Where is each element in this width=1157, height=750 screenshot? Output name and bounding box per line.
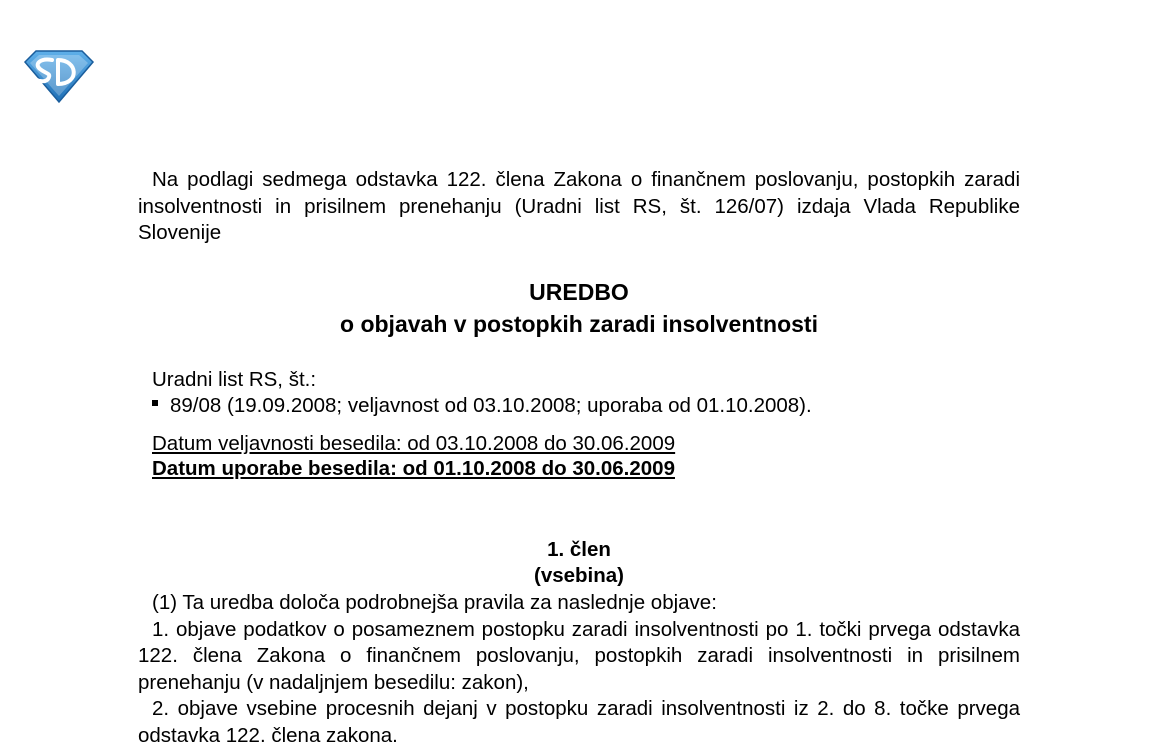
document-body [138,167,1020,750]
article-paragraph: 2. objave vsebine procesnih dejanj v postopku zaradi insolventnosti iz 2. do 8. točke prvega odstavka 122. člena zakona. [138,697,1020,747]
source-label: Uradni list RS, št.: [152,367,317,391]
article-1 [138,537,1020,750]
application-date: Datum uporabe besedila: od 01.10.2008 do 30.06.2009 [152,456,675,480]
article-paragraph: 1. objave podatkov o posameznem postopku zaradi insolventnosti po 1. točki prvega odstavka 122. člena Zakona o finančnem poslovanju, postopkih zaradi insolventnosti in prisilnem prenehanju (v nadaljnjem besedilu: zakon), [138,617,1020,694]
dates-block [138,431,1020,481]
article-heading: (vsebina) [534,564,624,588]
article-paragraph: (1) Ta uredba določa podrobnejša pravila za naslednje objave: [152,590,717,614]
article-number: 1. člen [547,537,611,561]
document-title: UREDBO [529,278,629,305]
source-item [152,393,1020,419]
preamble-text: Na podlagi sedmega odstavka 122. člena Zakona o finančnem poslovanju, postopkih zaradi insolventnosti in prisilnem prenehanju (Uradni list RS, št. 126/07) izdaja Vlada Republike Slovenije [138,168,1020,245]
title-block [138,276,1020,340]
document-subtitle: o objavah v postopkih zaradi insolventnosti [340,310,818,337]
bullet-icon [152,400,158,406]
validity-date: Datum veljavnosti besedila: od 03.10.2008 do 30.06.2009 [152,431,676,455]
source-item-text: 89/08 (19.09.2008; veljavnost od 03.10.2008; uporaba od 01.10.2008). [170,393,812,417]
sd-logo-icon [22,48,96,104]
source-block [138,367,1020,419]
